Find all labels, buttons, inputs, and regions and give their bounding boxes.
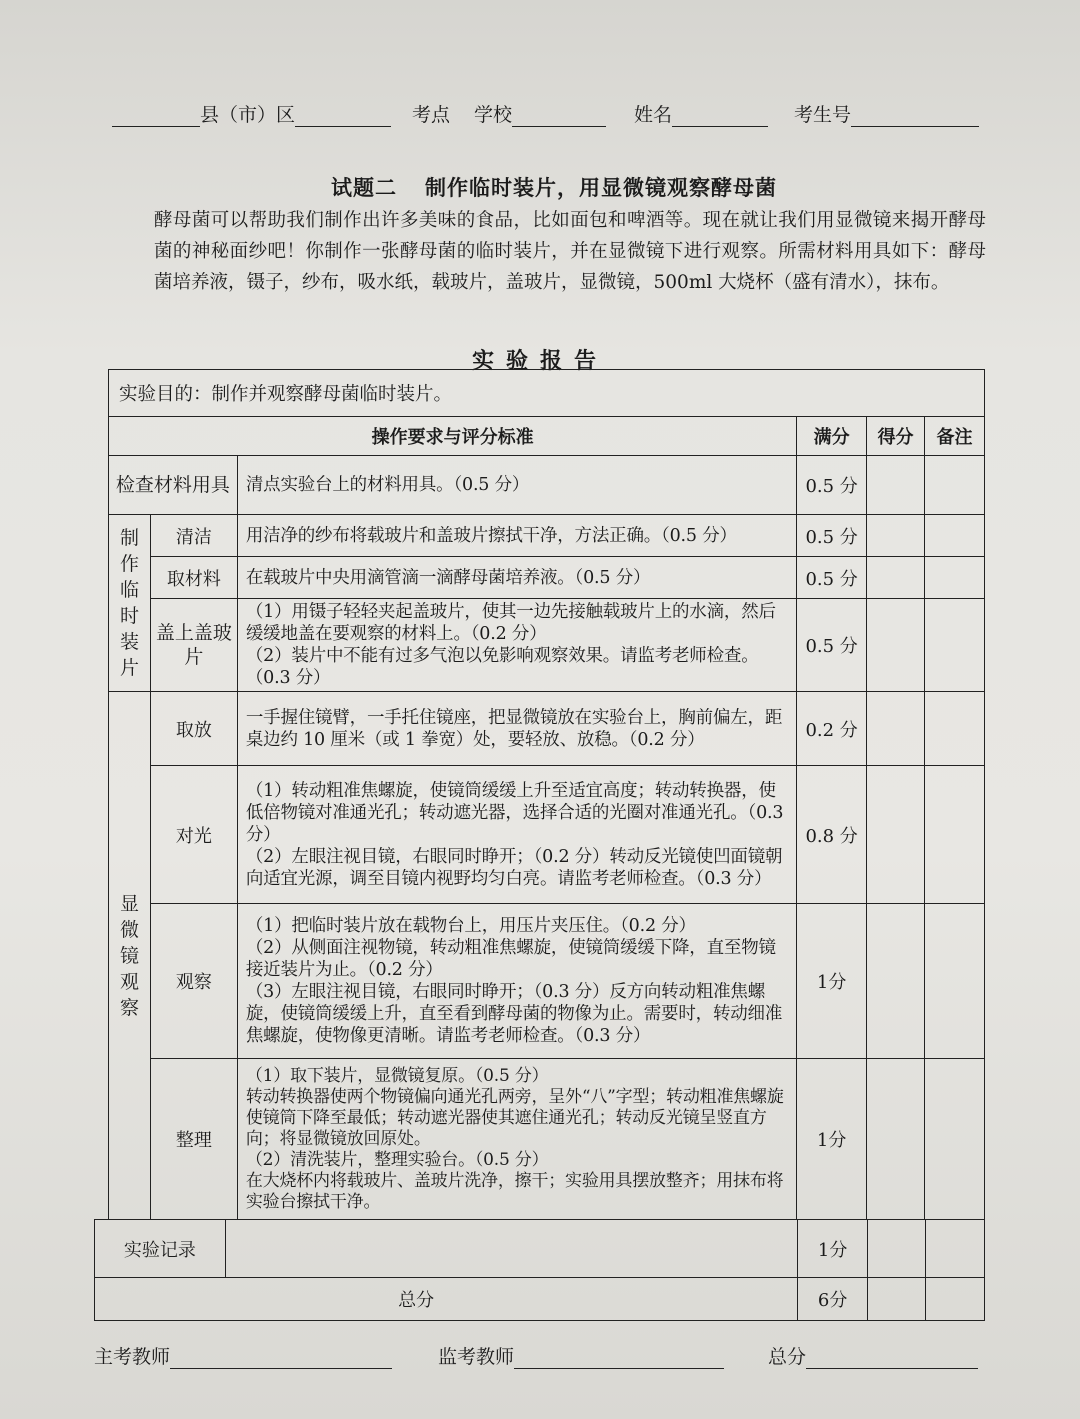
candidate-info-header: [112, 100, 992, 140]
cover-slip-score-cell[interactable]: [867, 599, 925, 692]
question-heading: 制作临时装片，用显微镜观察酵母菌: [425, 175, 777, 200]
cover-slip-label: 盖上盖玻片: [150, 599, 237, 692]
take-material-note-cell[interactable]: [925, 557, 985, 599]
tidy-full: 1分: [797, 1059, 867, 1220]
place-note-cell[interactable]: [925, 692, 985, 766]
record-note-cell[interactable]: [926, 1220, 985, 1278]
take-material-full: 0.5 分: [797, 557, 867, 599]
chief-examiner-blank[interactable]: [170, 1346, 392, 1369]
column-header-row: [109, 417, 985, 456]
tidy-note-cell[interactable]: [925, 1059, 985, 1220]
light-note-cell[interactable]: [925, 766, 985, 904]
table-row: [109, 515, 985, 557]
cover-slip-note-cell[interactable]: [925, 599, 985, 692]
check-row: [109, 456, 985, 515]
table-row: [109, 599, 985, 692]
footer-total-field: [768, 1342, 978, 1369]
observe-label: 观察: [150, 904, 237, 1059]
check-text: 清点实验台上的材料用具。（0.5 分）: [237, 456, 796, 515]
observe-note-cell[interactable]: [925, 904, 985, 1059]
light-score-cell[interactable]: [867, 766, 925, 904]
criteria-header: 操作要求与评分标准: [109, 417, 797, 456]
place-score-cell[interactable]: [867, 692, 925, 766]
summary-table: [94, 1219, 985, 1321]
chief-examiner-label: 主考教师: [94, 1346, 171, 1368]
place-text: 一手握住镜臂，一手托住镜座，把显微镜放在实验台上，胸前偏左，距桌边约 10 厘米（或 1 拳宽）处，要轻放、放稳。（0.2 分）: [237, 692, 796, 766]
table-row: [109, 904, 985, 1059]
check-note-cell[interactable]: [925, 456, 985, 515]
light-text: （1）转动粗准焦螺旋，使镜筒缓缓上升至适宜高度；转动转换器，使低倍物镜对准通光孔；转动遮光器，选择合适的光圈对准通光孔。（0.3 分） （2）左眼注视目镜，右眼同时睁开；（0.2 分）转动反光镜使凹面镜朝向适宜光源，调至目镜内视野均匀白亮。请监考老师检查。（0.3 分）: [237, 766, 796, 904]
score-header: 得分: [867, 417, 925, 456]
record-label: 实验记录: [95, 1220, 226, 1278]
place-full: 0.2 分: [797, 692, 867, 766]
site-blank[interactable]: [295, 104, 391, 127]
note-header: 备注: [925, 417, 985, 456]
clean-full: 0.5 分: [797, 515, 867, 557]
report-title: 实验报告: [471, 348, 608, 374]
proctor-field: [438, 1342, 724, 1369]
school-field: [474, 100, 606, 127]
intro-paragraph: 酵母菌可以帮助我们制作出许多美味的食品，比如面包和啤酒等。现在就让我们用显微镜来揭开酵母菌的神秘面纱吧！你制作一张酵母菌的临时装片，并在显微镜下进行观察。所需材料用具如下：酵母菌培养液，镊子，纱布，吸水纸，载玻片，盖玻片，显微镜，500ml 大烧杯（盛有清水），抹布。: [154, 210, 986, 293]
record-content-cell[interactable]: [225, 1220, 797, 1278]
purpose-text: 实验目的：制作并观察酵母菌临时装片。: [109, 370, 985, 417]
proctor-label: 监考教师: [438, 1346, 515, 1368]
cover-slip-full: 0.5 分: [797, 599, 867, 692]
clean-score-cell[interactable]: [867, 515, 925, 557]
observe-full: 1分: [797, 904, 867, 1059]
place-label: 取放: [150, 692, 237, 766]
school-blank[interactable]: [512, 104, 606, 127]
name-label: 姓名: [634, 104, 673, 126]
chief-examiner-field: [94, 1342, 392, 1369]
table-row: [109, 692, 985, 766]
check-label: 检查材料用具: [109, 456, 238, 515]
make-group-label: 制作临时装片: [109, 515, 151, 692]
light-label: 对光: [150, 766, 237, 904]
total-note-cell[interactable]: [926, 1278, 985, 1321]
light-full: 0.8 分: [797, 766, 867, 904]
tidy-score-cell[interactable]: [867, 1059, 925, 1220]
proctor-blank[interactable]: [514, 1346, 724, 1369]
total-full: 6分: [798, 1278, 868, 1321]
question-number: 试题二: [331, 175, 397, 200]
signature-footer: [94, 1342, 986, 1378]
clean-text: 用洁净的纱布将载玻片和盖玻片擦拭干净，方法正确。（0.5 分）: [237, 515, 796, 557]
name-field: [634, 100, 768, 127]
table-row: [109, 1059, 985, 1220]
table-row: [109, 557, 985, 599]
micro-group-label: 显微镜观察: [109, 692, 151, 1220]
cover-slip-text: （1）用镊子轻轻夹起盖玻片，使其一边先接触载玻片上的水滴，然后缓缓地盖在要观察的材料上。（0.2 分） （2）装片中不能有过多气泡以免影响观察效果。请监考老师检查。（0.3 分）: [237, 599, 796, 692]
exam-number-label: 考生号: [794, 104, 852, 126]
clean-note-cell[interactable]: [925, 515, 985, 557]
question-intro: [110, 205, 986, 298]
school-label: 学校: [474, 104, 513, 126]
site-label: 考点: [412, 104, 451, 126]
name-blank[interactable]: [672, 104, 768, 127]
report-table: [108, 369, 985, 1220]
table-row: [109, 766, 985, 904]
total-label: 总分: [95, 1278, 798, 1321]
district-blank[interactable]: [112, 104, 200, 127]
record-score-cell[interactable]: [868, 1220, 926, 1278]
record-row: [95, 1220, 985, 1278]
take-material-score-cell[interactable]: [867, 557, 925, 599]
exam-number-field: [794, 100, 979, 127]
take-material-text: 在载玻片中央用滴管滴一滴酵母菌培养液。（0.5 分）: [237, 557, 796, 599]
purpose-row: [109, 370, 985, 417]
footer-total-blank[interactable]: [806, 1346, 978, 1369]
observe-text: （1）把临时装片放在载物台上，用压片夹压住。（0.2 分） （2）从侧面注视物镜，转动粗准焦螺旋，使镜筒缓缓下降，直至物镜接近装片为止。（0.2 分） （3）左眼注视目镜，右眼同时睁开；（0.3 分）反方向转动粗准焦螺旋，使镜筒缓缓上升，直至看到酵母菌的物像为止。需要时，转动细准焦螺旋，使物像更清晰。请监考老师检查。（0.3 分）: [237, 904, 796, 1059]
tidy-text: （1）取下装片，显微镜复原。（0.5 分） 转动转换器使两个物镜偏向通光孔两旁，呈外“八”字型；转动粗准焦螺旋使镜筒下降至最低；转动遮光器使其遮住通光孔；转动反光镜呈竖直方向；将显微镜放回原处。 （2）清洗装片，整理实验台。（0.5 分） 在大烧杯内将载玻片、盖玻片洗净，擦干；实验用具摆放整齐；用抹布将实验台擦拭干净。: [237, 1059, 796, 1220]
total-row: [95, 1278, 985, 1321]
observe-score-cell[interactable]: [867, 904, 925, 1059]
clean-label: 清洁: [150, 515, 237, 557]
district-label: 县（市）区: [200, 104, 296, 126]
check-full: 0.5 分: [797, 456, 867, 515]
full-score-header: 满分: [797, 417, 867, 456]
exam-number-blank[interactable]: [851, 104, 979, 127]
total-score-cell[interactable]: [868, 1278, 926, 1321]
question-title: [0, 172, 1080, 202]
record-full: 1分: [798, 1220, 868, 1278]
tidy-label: 整理: [150, 1059, 237, 1220]
footer-total-label: 总分: [768, 1346, 807, 1368]
district-field: [112, 100, 391, 127]
check-score-cell[interactable]: [867, 456, 925, 515]
take-material-label: 取材料: [150, 557, 237, 599]
